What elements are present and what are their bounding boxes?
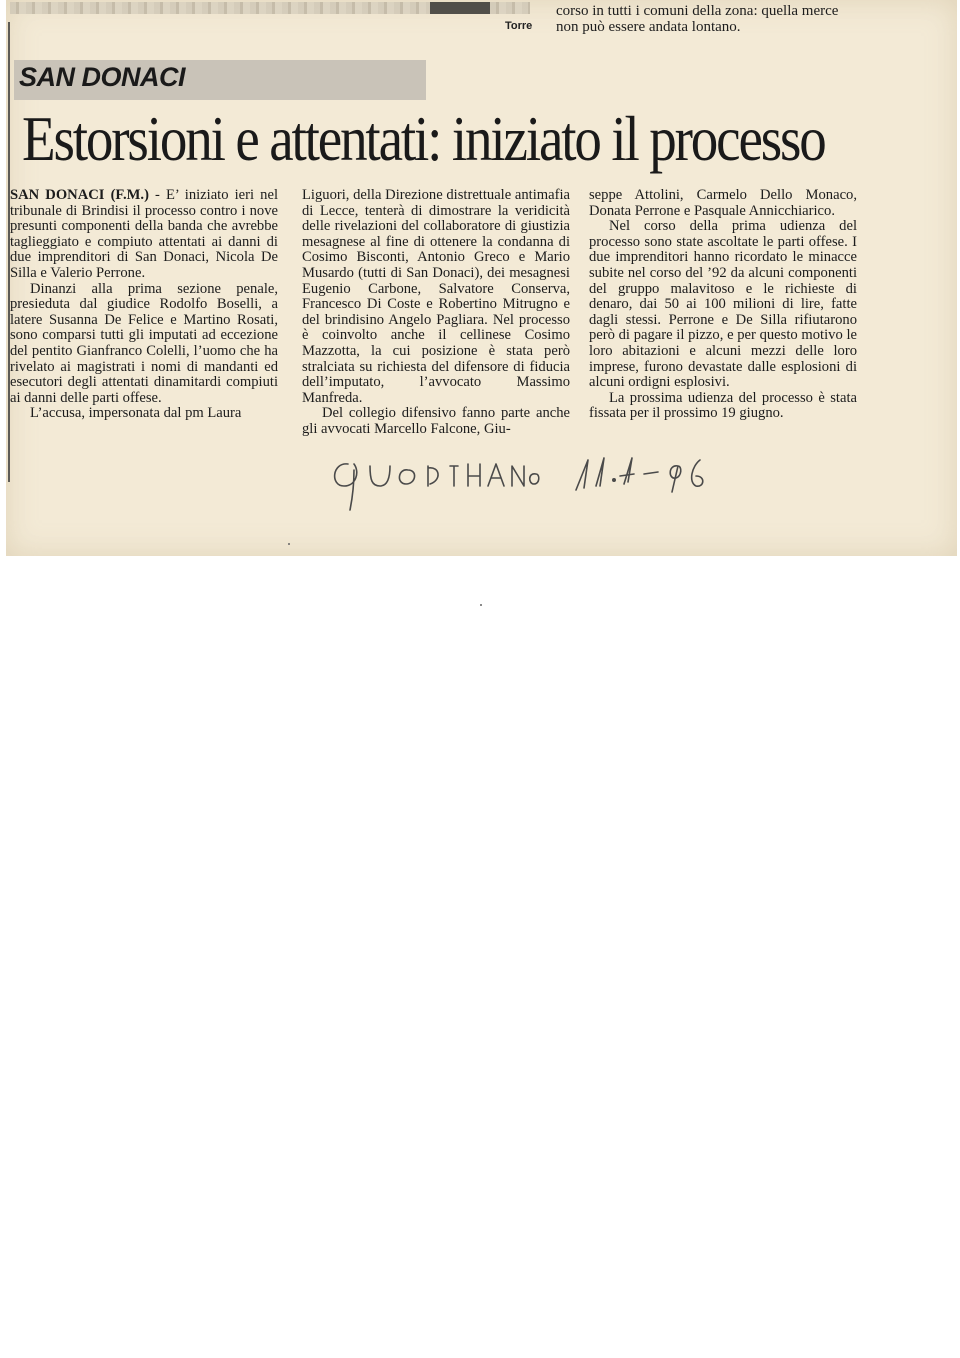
paragraph: Liguori, della Direzione distrettuale antimafia di Lecce, tenterà di dimostrare la veridicità delle rivelazioni del collaboratore di giustizia mesagnese al fine di ottenere la condanna di Cosimo Bisconti, Antonio Greco e Mario Musardo (tutti di San Donaci), dei mesagnesi Eugenio Carbone, Salvatore Conserva, Francesco Di Coste e Robertino Mitrugno e del brindisino Angelo Pagliara. Nel processo è coinvolto anche il cellinese Cosimo Mazzotta, la cui posizione è stata però stralciata su richiesta del difensore di fiducia dell’imputato, l’avvocato Massimo Manfreda. [302, 187, 570, 406]
handwritten-source-note [326, 446, 541, 516]
handwritten-source-text: QUOTIDIANO [326, 446, 333, 447]
paragraph: seppe Attolini, Carmelo Dello Monaco, Donata Perrone e Pasquale Annicchiarico. [589, 187, 857, 219]
photo-caption: Torre [505, 20, 533, 32]
headline: Estorsioni e attentati: iniziato il processo [22, 103, 825, 174]
paragraph: Del collegio difensivo fanno parte anche gli avvocati Marcello Falcone, Giu- [302, 405, 570, 437]
scan-speck [480, 604, 482, 606]
article-column-2 [302, 188, 570, 438]
paragraph-text: - E’ iniziato ieri nel tribunale di Brindisi il processo contro i nove presunti componenti della banda che avrebbe taglieggiato e compiuto attentati ai danni di due imprenditori di San Donaci, Nicola De Silla e Valerio Perrone. [10, 187, 278, 281]
paragraph [10, 188, 278, 282]
scan-speck [288, 543, 290, 545]
paragraph: Dinanzi alla prima sezione penale, presieduta dal giudice Rodolfo Boselli, a latere Susanna De Felice e Martino Rosati, sono comparsi tutti gli imputati ad eccezione del pentito Gianfranco Colelli, l’uomo che ha rivelato ai magistrati i nomi di mandanti ed esecutori degli attentati dinamitardi compiuti ai danni delle parti offese. [10, 280, 278, 406]
previous-article-text: corso in tutti i comuni della zona: quella merce non può essere andata lontano. [556, 3, 839, 35]
article-column-3 [589, 188, 857, 422]
paragraph: La prossima udienza del processo è stata fissata per il prossimo 19 giugno. [589, 389, 857, 422]
section-rubric: SAN DONACI [19, 62, 186, 92]
handwritten-date-text: 11-4-96 [568, 446, 572, 447]
article-column-1 [10, 188, 278, 422]
byline: SAN DONACI (F.M.) [10, 187, 149, 203]
handwritten-date-note [568, 446, 718, 516]
previous-article-photo-edge [10, 2, 530, 14]
paragraph: L’accusa, impersonata dal pm Laura [30, 405, 242, 422]
paragraph: Nel corso della prima udienza del processo sono state ascoltate le parti offese. I due imprenditori hanno ricordato le minacce subite nel corso del ’92 da alcuni componenti del gruppo malavitoso e le richieste di denaro, dai 50 ai 100 milioni di lire, fatte dagli stessi. Perrone e De Silla rifiutarono però di pagare il pizzo, e per questo motivo le loro abitazioni e alcuni mezzi delle loro imprese, furono devastate dalle esplosioni di alcuni ordigni esplosivi. [589, 218, 857, 391]
